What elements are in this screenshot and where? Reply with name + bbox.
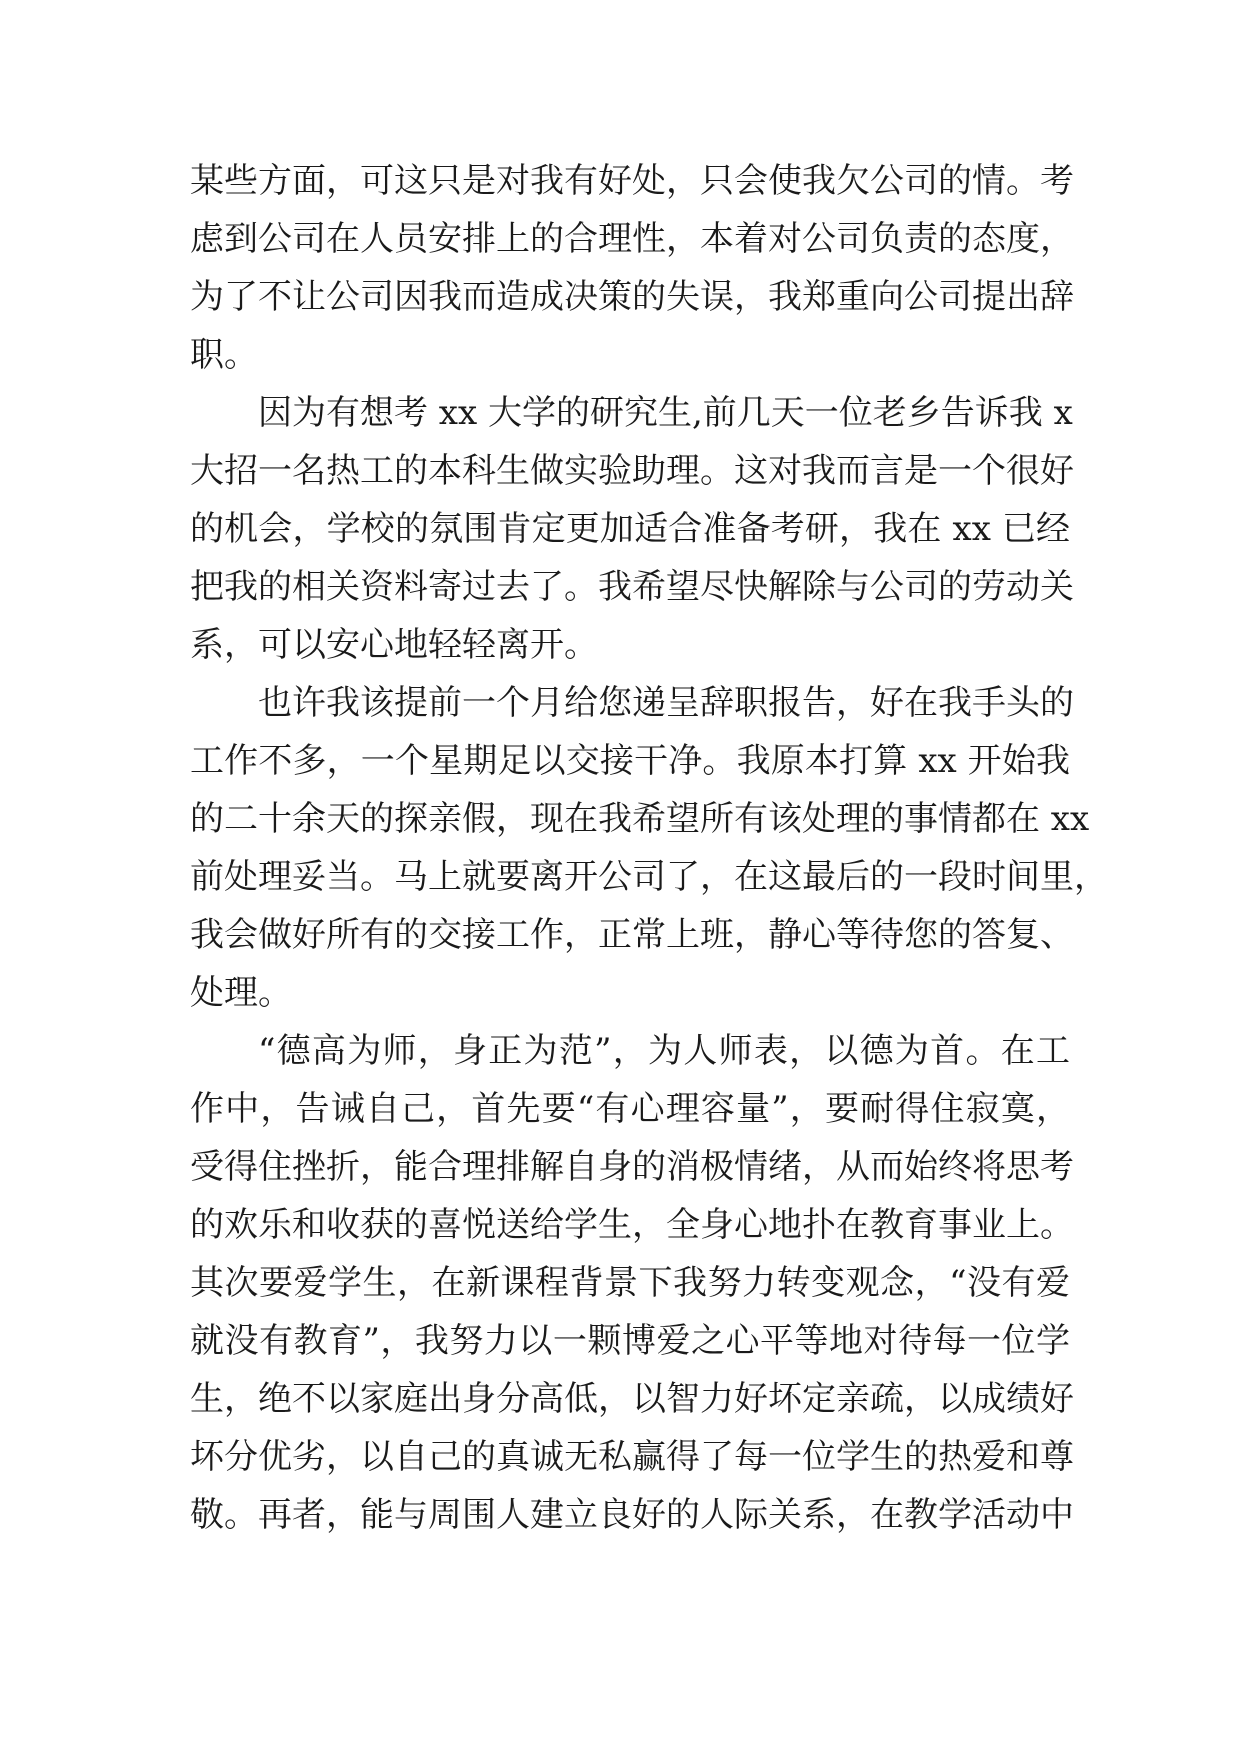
text-line: 的欢乐和收获的喜悦送给学生，全身心地扑在教育事业上。 [190,1205,1074,1245]
text-line: 我会做好所有的交接工作，正常上班，静心等待您的答复、 [190,915,1074,955]
text-line: 就没有教育”，我努力以一颗博爱之心平等地对待每一位学 [190,1321,1070,1361]
text-line: 处理。 [190,973,292,1013]
text-line: 因为有想考 xx 大学的研究生,前几天一位老乡告诉我 x [258,393,1073,433]
text-line: 为了不让公司因我而造成决策的失误，我郑重向公司提出辞 [190,277,1074,317]
text-line: “德高为师，身正为范”，为人师表，以德为首。在工 [258,1031,1070,1071]
text-line: 把我的相关资料寄过去了。我希望尽快解除与公司的劳动关 [190,567,1074,607]
text-line: 的机会，学校的氛围肯定更加适合准备考研，我在 xx 已经 [190,509,1070,549]
text-line: 也许我该提前一个月给您递呈辞职报告，好在我手头的 [258,683,1074,723]
paragraph [190,384,1074,674]
text-line: 坏分优劣，以自己的真诚无私赢得了每一位学生的热爱和尊 [190,1437,1074,1477]
paragraph [190,1022,1074,1544]
paragraph [190,674,1108,1022]
paragraph [190,152,1074,384]
text-line: 受得住挫折，能合理排解自身的消极情绪，从而始终将思考 [190,1147,1074,1187]
text-line: 其次要爱学生，在新课程背景下我努力转变观念，“没有爱 [190,1263,1070,1303]
text-line: 的二十余天的探亲假，现在我希望所有该处理的事情都在 xx [190,799,1090,839]
text-line: 职。 [190,335,258,375]
text-line: 敬。再者，能与周围人建立良好的人际关系，在教学活动中 [190,1495,1074,1535]
text-line: 某些方面，可这只是对我有好处，只会使我欠公司的情。考 [190,161,1074,201]
text-line: 大招一名热工的本科生做实验助理。这对我而言是一个很好 [190,451,1074,491]
text-line: 工作不多，一个星期足以交接干净。我原本打算 xx 开始我 [190,741,1070,781]
text-line: 前处理妥当。马上就要离开公司了，在这最后的一段时间里， [190,857,1108,897]
text-line: 生，绝不以家庭出身分高低，以智力好坏定亲疏，以成绩好 [190,1379,1074,1419]
text-line: 系，可以安心地轻轻离开。 [190,625,598,665]
body-text [190,152,1108,1544]
text-line: 虑到公司在人员安排上的合理性，本着对公司负责的态度， [190,219,1074,259]
text-line: 作中，告诫自己，首先要“有心理容量”，要耐得住寂寞， [190,1089,1070,1129]
